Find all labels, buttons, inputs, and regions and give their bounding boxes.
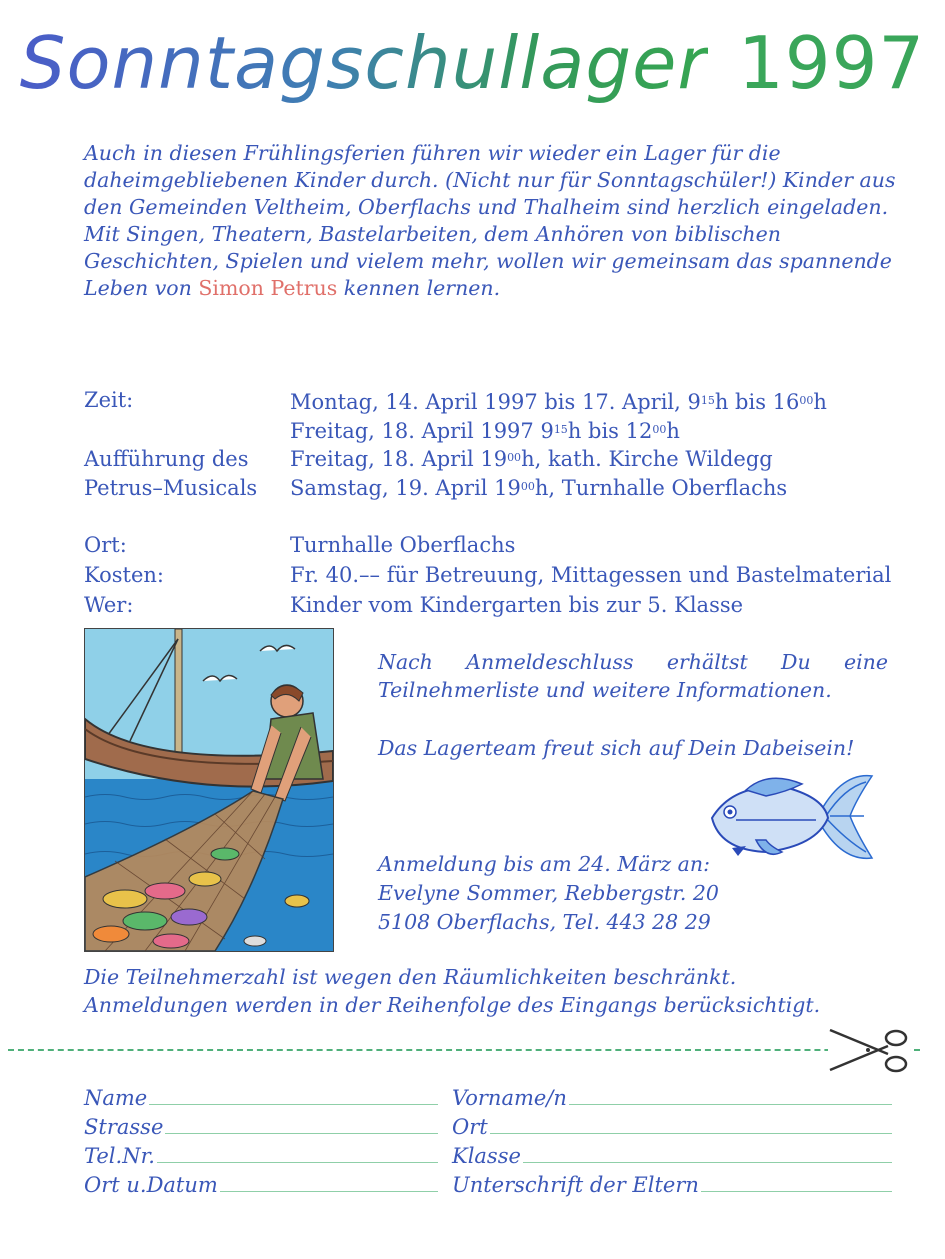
note-line-2: Anmeldungen werden in der Reihenfolge des Eingangs berücksichtigt. (84, 993, 821, 1017)
lagerteam-text: Das Lagerteam freut sich auf Dein Dabeisein! (378, 736, 855, 760)
unterschrift-line[interactable] (701, 1191, 892, 1192)
klasse-label: Klasse (452, 1144, 521, 1168)
kosten-label: Kosten: (84, 563, 165, 587)
anmeldung-contact-name: Evelyne Sommer, Rebbergstr. 20 (378, 881, 719, 905)
intro-paragraph-1: Auch in diesen Frühlingsferien führen wir wieder ein Lager für die daheimgebliebenen Kinder durch. (Nicht nur für Sonntagschüler!) Kinder aus den Gemeinden Veltheim, Oberflachs und Thalheim sind herzlich eingeladen. (84, 141, 896, 219)
strasse-field[interactable] (84, 1109, 438, 1139)
zeit-line-2: Freitag, 18. April 1997 $9^{15}h$ bis $12^{00}h$ (290, 419, 680, 443)
ort-form-label: Ort (452, 1115, 488, 1139)
tel-line[interactable] (157, 1162, 438, 1163)
strasse-label: Strasse (84, 1115, 164, 1139)
auffuehrung-line-1: Freitag, 18. April $19^{00}h$, kath. Kirche Wildegg (290, 447, 773, 471)
fisherman-illustration (84, 628, 334, 952)
intro-paragraph-2 (84, 221, 904, 302)
note-line-1: Die Teilnehmerzahl ist wegen den Räumlichkeiten beschränkt. (84, 965, 737, 989)
vorname-field[interactable] (452, 1080, 892, 1110)
auffuehrung-label-1: Aufführung des (84, 447, 249, 471)
name-field[interactable] (84, 1080, 438, 1110)
vorname-label: Vorname/n (452, 1086, 567, 1110)
name-label: Name (84, 1086, 148, 1110)
anmeldeschluss-text: Nach Anmeldeschluss erhältst Du eine Teilnehmerliste und weitere Informationen. (378, 650, 888, 702)
auffuehrung-label-2: Petrus–Musicals (84, 476, 258, 500)
page-title (0, 18, 945, 108)
cut-line (8, 1049, 920, 1051)
klasse-field[interactable] (452, 1138, 892, 1168)
ort-datum-field[interactable] (84, 1167, 438, 1197)
ort-datum-label: Ort u.Datum (84, 1173, 218, 1197)
klasse-line[interactable] (523, 1162, 892, 1163)
anmeldung-block (378, 850, 888, 937)
tel-label: Tel.Nr. (84, 1144, 155, 1168)
auffuehrung-line-2: Samstag, 19. April $19^{00}h$, Turnhalle Oberflachs (290, 476, 788, 500)
unterschrift-field[interactable] (452, 1167, 892, 1197)
title-main: Sonntagschullager (19, 21, 708, 105)
scissors-icon (828, 1024, 910, 1076)
ort-datum-line[interactable] (220, 1191, 438, 1192)
zeit-label: Zeit: (84, 388, 134, 412)
intro-p2-start: Mit Singen, Theatern, Bastelarbeiten, dem Anhören von biblischen Geschichten, Spielen und vielem mehr, wollen wir gemeinsam das spannende Leben von (84, 222, 892, 300)
tel-field[interactable] (84, 1138, 438, 1168)
anmeldung-deadline: Anmeldung bis am 24. März an: (378, 852, 710, 876)
fisherman-boat-image (85, 629, 333, 951)
ort-label: Ort: (84, 533, 127, 557)
strasse-line[interactable] (165, 1133, 438, 1134)
wer-label: Wer: (84, 593, 134, 617)
kosten-value: Fr. 40.–– für Betreuung, Mittagessen und Bastelmaterial (290, 563, 892, 587)
ort-line[interactable] (490, 1133, 892, 1134)
anmeldung-contact-address: 5108 Oberflachs, Tel. 443 28 29 (378, 910, 711, 934)
simon-petrus-name: Simon Petrus (198, 276, 338, 300)
name-line[interactable] (149, 1104, 438, 1105)
unterschrift-label: Unterschrift der Eltern (452, 1173, 699, 1197)
ort-field[interactable] (452, 1109, 892, 1139)
zeit-line-1: Montag, 14. April 1997 bis 17. April, $9^{15}h$ bis $16^{00}h$ (290, 390, 827, 414)
intro-p2-end: kennen lernen. (337, 276, 501, 300)
wer-value: Kinder vom Kindergarten bis zur 5. Klasse (290, 593, 744, 617)
vorname-line[interactable] (569, 1104, 892, 1105)
title-year: 1997 (737, 21, 926, 105)
ort-value: Turnhalle Oberflachs (290, 533, 516, 557)
intro-text (84, 140, 904, 302)
participants-note (84, 963, 904, 1019)
